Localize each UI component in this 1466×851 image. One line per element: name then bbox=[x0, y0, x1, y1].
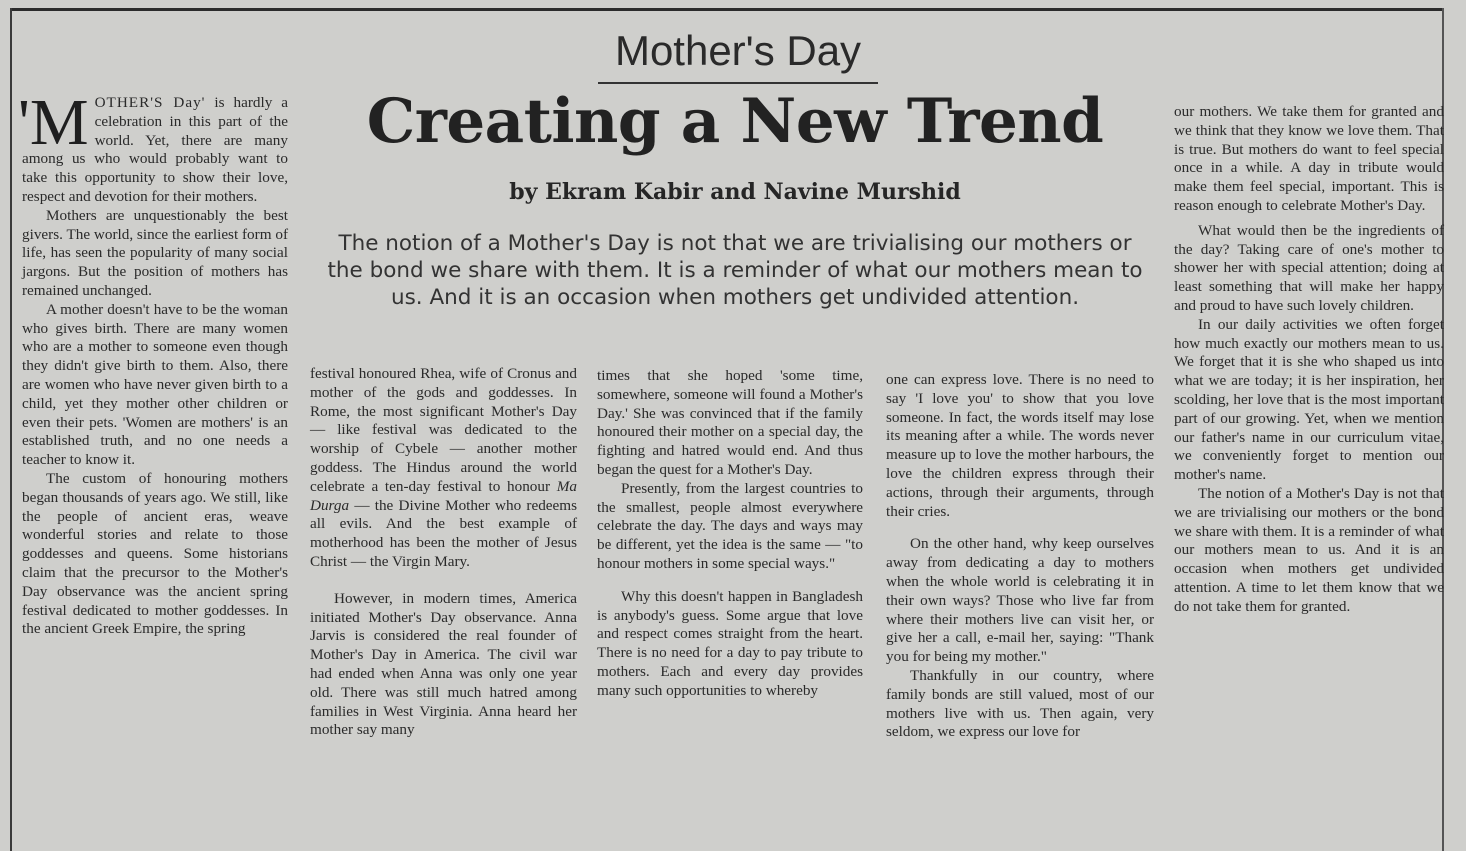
paragraph: What would then be the ingredients of the day? Taking care of one's mother to shower her with special attention; doing at least something that will make her happy and proud to have such lovely children. bbox=[1174, 221, 1444, 314]
paragraph: Mothers are unquestionably the best givers. The world, since the earliest form of life, has seen the popularity of many social jargons. But the position of mothers has remained unchanged. bbox=[22, 206, 288, 299]
paragraph: Why this doesn't happen in Bangladesh is anybody's guess. Some argue that love and respect comes straight from the heart. There is no need for a day to pay tribute to mothers. Each and every day provides many such opportunities to whereby bbox=[597, 587, 863, 699]
paragraph: Presently, from the largest countries to the smallest, people almost everywhere celebrate the day. The days and ways may be different, yet the idea is the same — "to honour mothers in some special ways." bbox=[597, 479, 863, 572]
article-column-2 bbox=[310, 365, 577, 740]
paragraph: our mothers. We take them for granted and we think that they know we love them. That is true. But mothers do want to feel special once in a while. A day in tribute would make them feel special, important. This is reason enough to celebrate Mother's Day. bbox=[1174, 103, 1444, 214]
lead-in-caps: OTHER'S Day' bbox=[94, 94, 206, 111]
article-column-1 bbox=[18, 86, 289, 639]
paragraph: The custom of honouring mothers began thousands of years ago. We still, like the people of ancient eras, weave wonderful stories and relate to those goddesses and queens. Some historians claim that the precursor to the Mother's Day observance was the ancient spring festival dedicated to mother goddesses. In the ancient Greek Empire, the spring bbox=[22, 469, 288, 638]
paragraph: times that she hoped 'some time, somewhere, someone will found a Mother's Day.' She was convinced that if the family honoured their mother on a special day, the fighting and hatred would end. And thus began the quest for a Mother's Day. bbox=[597, 367, 863, 478]
paragraph: one can express love. There is no need to say 'I love you' to show that you love someone. In fact, the words itself may lose its meaning after a while. The words never measure up to love the mother harbours, the love the children express through their actions, through their arguments, through their cries. bbox=[886, 371, 1154, 520]
paragraph: 'M OTHER'S Day' is hardly a celebration in this part of the world. Yet, there are many among us who would probably want to take this opportunity to show their love, respect and devotion for their mothers. bbox=[18, 86, 289, 205]
section-kicker: Mother's Day bbox=[598, 26, 878, 84]
article-column-3 bbox=[597, 367, 863, 701]
paragraph: However, in modern times, America initiated Mother's Day observance. Anna Jarvis is considered the real founder of Mother's Day in America. The civil war had ended when Anna was only one year old. There was still much hatred among families in West Virginia. Anna heard her mother say many bbox=[310, 589, 577, 739]
paragraph: festival honoured Rhea, wife of Cronus and mother of the gods and goddesses. In Rome, the most significant Mother's Day — like festival was dedicated to the worship of Cybele — another mother goddess. The Hindus around the world celebrate a ten-day festival to honour Ma Durga — the Divine Mother who redeems all evils. And the best example of motherhood has been the mother of Jesus Christ — the Virgin Mary. bbox=[310, 365, 577, 570]
paragraph: A mother doesn't have to be the woman who gives birth. There are many women who are a mother to someone even though they didn't give birth to them. Also, there are women who have never given birth to a child, yet they mother other children or even their pets. 'Women are mothers' is an established truth, and no one needs a teacher to know it. bbox=[22, 300, 288, 469]
byline: by Ekram Kabir and Navine Murshid bbox=[509, 179, 961, 205]
paragraph: The notion of a Mother's Day is not that we are trivialising our mothers or the bond we share with them. It is a reminder of what our mothers mean to us. And it is an occasion when mothers get undivided attention. A time to let them know that we do not take them for granted. bbox=[1174, 484, 1444, 615]
paragraph: In our daily activities we often forget how much exactly our mothers mean to us. We forget that it is she who shaped us into what we are today; it is her inspiration, her scolding, her love that is the most important part of our growing. Yet, when we mention our father's name in our curriculum vitae, we conveniently forget to mention our mother's name. bbox=[1174, 315, 1444, 484]
left-column-rule bbox=[10, 8, 12, 851]
standfirst: The notion of a Mother's Day is not that we are trivialising our mothers or the bond we share with them. It is a reminder of what our mothers mean to us. And it is an occasion when mothers get undivided attention. bbox=[327, 231, 1143, 310]
drop-cap: 'M bbox=[18, 86, 89, 159]
paragraph: Thankfully in our country, where family bonds are still valued, most of our mothers live with us. Then again, very seldom, we express our love for bbox=[886, 666, 1154, 741]
italic-name: Ma Durga bbox=[310, 477, 577, 514]
top-rule bbox=[10, 8, 1444, 11]
article-column-4 bbox=[886, 371, 1154, 742]
article-column-5 bbox=[1174, 103, 1444, 617]
headline: Creating a New Trend bbox=[366, 86, 1104, 157]
paragraph: On the other hand, why keep ourselves away from dedicating a day to mothers when the whole world is celebrating it in their own ways? Those who live far from where their mothers live can visit her, or give her a call, e-mail her, saying: "Thank you for being my mother." bbox=[886, 535, 1154, 666]
